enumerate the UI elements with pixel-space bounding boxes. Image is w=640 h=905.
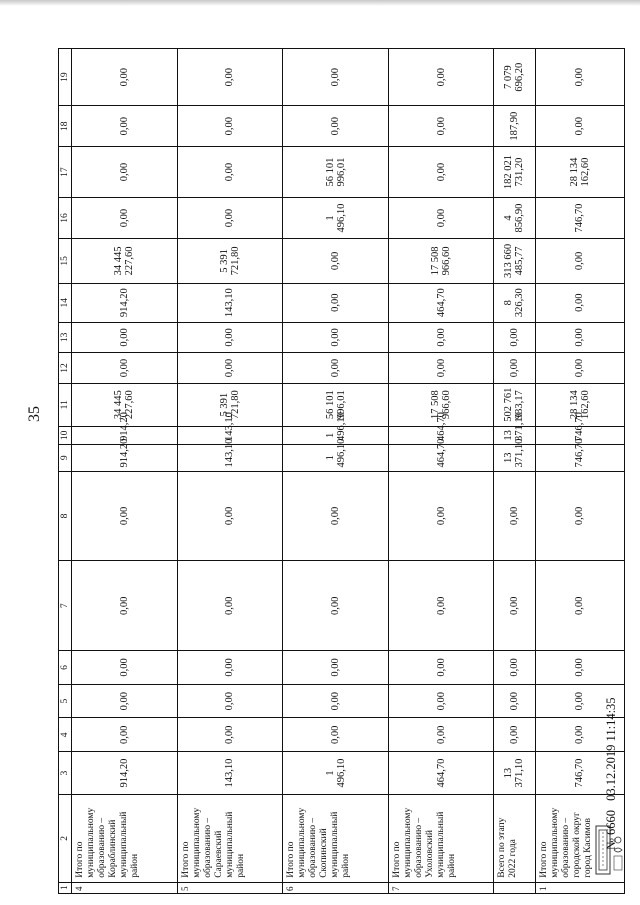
table-cell: 0,00 <box>72 106 178 147</box>
table-cell: 0,00 <box>283 322 389 353</box>
table-cell: 914,20 <box>72 426 178 444</box>
table-cell: 464,70 <box>388 426 494 444</box>
row-number <box>494 882 535 893</box>
column-number: 16 <box>59 198 72 239</box>
table-cell: 0,00 <box>494 353 535 384</box>
table-cell: 0,00 <box>388 322 494 353</box>
table-cell: 0,00 <box>177 106 283 147</box>
column-number: 2 <box>59 795 72 883</box>
column-number: 3 <box>59 752 72 795</box>
table-cell: 0,00 <box>388 651 494 685</box>
page-number: 35 <box>26 406 43 422</box>
table-cell: 914,20 <box>72 283 178 322</box>
table-cell: 0,00 <box>494 684 535 718</box>
column-number: 12 <box>59 353 72 384</box>
table-cell: 0,00 <box>283 353 389 384</box>
table-cell: 0,00 <box>494 322 535 353</box>
table-cell: 143,10 <box>177 283 283 322</box>
table-cell: 0,00 <box>388 471 494 561</box>
table-cell: 464,70 <box>388 283 494 322</box>
column-number: 15 <box>59 238 72 283</box>
row-name: Итого по муниципальному образованию – городской округ город Касимов <box>535 795 625 883</box>
table-cell: 0,00 <box>494 471 535 561</box>
column-number-row <box>59 49 72 894</box>
row-name: Итого по муниципальному образованию – Кораблинский муниципальный район <box>72 795 178 883</box>
row-name: Итого по муниципальному образованию – Сараевский муниципальный район <box>177 795 283 883</box>
table-cell: 746,70 <box>535 198 625 239</box>
row-number: 7 <box>388 882 494 893</box>
table-cell: 0,00 <box>72 198 178 239</box>
table-cell: 187,90 <box>494 106 535 147</box>
table-cell: 0,00 <box>283 718 389 752</box>
table-cell: 28 134 162,60 <box>535 383 625 426</box>
column-number: 17 <box>59 147 72 198</box>
table-cell: 0,00 <box>283 238 389 283</box>
table-cell: 0,00 <box>177 147 283 198</box>
table-cell: 13 371,10 <box>494 426 535 444</box>
table-cell: 1 496,10 <box>283 752 389 795</box>
table-cell: 746,70 <box>535 752 625 795</box>
scan-top-edge <box>0 0 640 6</box>
table-cell: 0,00 <box>388 718 494 752</box>
table-cell: 8 326,30 <box>494 283 535 322</box>
table-cell: 0,00 <box>535 238 625 283</box>
table-cell: 0,00 <box>535 684 625 718</box>
table-cell: 0,00 <box>283 283 389 322</box>
table-cell: 56 101 996,01 <box>283 383 389 426</box>
table-cell: 0,00 <box>72 353 178 384</box>
table-cell: 0,00 <box>177 322 283 353</box>
table-cell: 0,00 <box>283 684 389 718</box>
table-cell: 746,70 <box>535 445 625 472</box>
table-row <box>177 49 283 894</box>
table-cell: 0,00 <box>283 106 389 147</box>
table-cell: 34 445 227,60 <box>72 383 178 426</box>
table-cell: 0,00 <box>535 561 625 651</box>
table-cell: 0,00 <box>72 561 178 651</box>
column-number: 4 <box>59 718 72 752</box>
table-cell: 0,00 <box>388 147 494 198</box>
column-number: 19 <box>59 49 72 106</box>
row-name: Итого по муниципальному образованию – Скопинский муниципальный район <box>283 795 389 883</box>
table-cell: 0,00 <box>283 471 389 561</box>
column-number: 7 <box>59 561 72 651</box>
table-cell: 143,10 <box>177 445 283 472</box>
table-cell: 1 496,10 <box>283 445 389 472</box>
table-cell: 182 021 731,20 <box>494 147 535 198</box>
table-cell: 464,70 <box>388 445 494 472</box>
column-number: 13 <box>59 322 72 353</box>
table-cell: 0,00 <box>72 322 178 353</box>
table-cell: 0,00 <box>388 198 494 239</box>
row-name: Итого по муниципальному образованию – Ухоловский муниципальный район <box>388 795 494 883</box>
document-number: № 6660 <box>604 809 618 850</box>
table-cell: 0,00 <box>535 283 625 322</box>
registration-datetime: 03.12.2019 11:14:35 <box>604 697 618 801</box>
table-cell: 0,00 <box>535 353 625 384</box>
row-number: 5 <box>177 882 283 893</box>
table-cell: 28 134 162,60 <box>535 147 625 198</box>
program-table <box>58 48 625 894</box>
table-cell: 0,00 <box>388 561 494 651</box>
column-number: 11 <box>59 383 72 426</box>
table-cell: 1 496,10 <box>283 426 389 444</box>
table-cell: 0,00 <box>72 49 178 106</box>
rotated-table-wrapper <box>58 48 625 894</box>
table-cell: 0,00 <box>535 49 625 106</box>
table-cell: 0,00 <box>177 353 283 384</box>
table-cell: 0,00 <box>494 651 535 685</box>
table-cell: 502 761 933,17 <box>494 383 535 426</box>
table-cell: 0,00 <box>72 684 178 718</box>
table-cell: 0,00 <box>283 49 389 106</box>
table-cell: 0,00 <box>177 684 283 718</box>
column-number: 14 <box>59 283 72 322</box>
column-number: 9 <box>59 445 72 472</box>
column-number: 8 <box>59 471 72 561</box>
table-cell: 0,00 <box>388 684 494 718</box>
table-cell: 313 660 485,77 <box>494 238 535 283</box>
table-cell: 0,00 <box>283 561 389 651</box>
table-cell: 746,70 <box>535 426 625 444</box>
table-cell: 0,00 <box>494 718 535 752</box>
table-cell: 0,00 <box>388 353 494 384</box>
table-cell: 0,00 <box>72 651 178 685</box>
table-cell: 0,00 <box>494 561 535 651</box>
table-cell: 0,00 <box>388 49 494 106</box>
column-number: 1 <box>59 882 72 893</box>
table-cell: 143,10 <box>177 426 283 444</box>
table-cell: 0,00 <box>535 651 625 685</box>
table-row <box>283 49 389 894</box>
table-cell: 0,00 <box>177 198 283 239</box>
table-cell: 0,00 <box>388 106 494 147</box>
row-number: 4 <box>72 882 178 893</box>
table-cell: 464,70 <box>388 752 494 795</box>
table-row <box>494 49 535 894</box>
table-cell: 5 391 721,80 <box>177 383 283 426</box>
table-cell: 34 445 227,60 <box>72 238 178 283</box>
table-cell: 0,00 <box>535 471 625 561</box>
table-cell: 143,10 <box>177 752 283 795</box>
table-cell: 1 496,10 <box>283 198 389 239</box>
table-cell: 13 371,10 <box>494 445 535 472</box>
table-cell: 0,00 <box>283 651 389 685</box>
table-cell: 7 079 696,20 <box>494 49 535 106</box>
table-cell: 0,00 <box>72 718 178 752</box>
table-cell: 0,00 <box>177 651 283 685</box>
table-cell: 5 391 721,80 <box>177 238 283 283</box>
table-cell: 0,00 <box>177 561 283 651</box>
column-number: 6 <box>59 651 72 685</box>
table-cell: 0,00 <box>535 106 625 147</box>
table-row <box>388 49 494 894</box>
table-cell: 0,00 <box>177 471 283 561</box>
table-row <box>72 49 178 894</box>
table-cell: 17 508 966,60 <box>388 238 494 283</box>
table-cell: 914,20 <box>72 752 178 795</box>
column-number: 5 <box>59 684 72 718</box>
row-number: 1 <box>535 882 625 893</box>
table-cell: 0,00 <box>535 718 625 752</box>
table-cell: 0,00 <box>72 471 178 561</box>
row-number: 6 <box>283 882 389 893</box>
table-cell: 0,00 <box>72 147 178 198</box>
table-cell: 17 508 966,60 <box>388 383 494 426</box>
registration-footer <box>604 697 619 850</box>
row-name: Всего по этапу 2022 года <box>494 795 535 883</box>
table-cell: 0,00 <box>177 49 283 106</box>
column-number: 10 <box>59 426 72 444</box>
table-cell: 914,20 <box>72 445 178 472</box>
table-cell: 13 371,10 <box>494 752 535 795</box>
table-cell: 4 856,90 <box>494 198 535 239</box>
column-number: 18 <box>59 106 72 147</box>
table-cell: 0,00 <box>535 322 625 353</box>
table-cell: 0,00 <box>177 718 283 752</box>
table-cell: 56 101 996,01 <box>283 147 389 198</box>
